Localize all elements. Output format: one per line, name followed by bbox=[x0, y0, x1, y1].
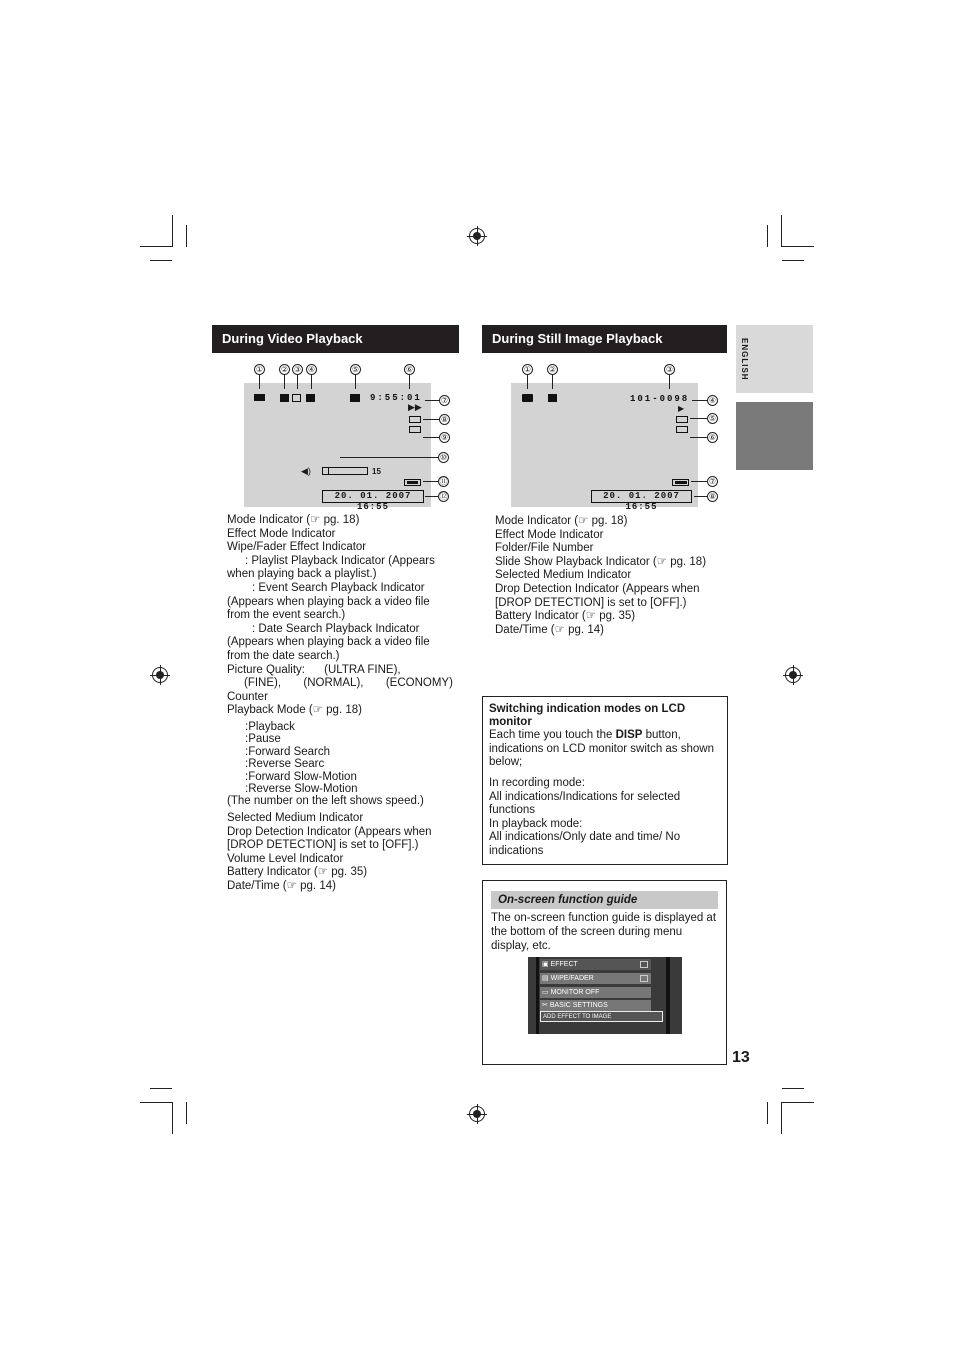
description-line: Drop Detection Indicator (Appears when bbox=[227, 825, 432, 838]
menu-label: EFFECT bbox=[550, 961, 578, 968]
callout-4: ④ bbox=[708, 396, 717, 405]
callout-2: ② bbox=[280, 365, 289, 374]
switching-title: Switching indication modes on LCD monitor bbox=[489, 703, 686, 728]
leader-line bbox=[692, 400, 707, 401]
playback-label: In playback mode: bbox=[489, 817, 583, 830]
menu-label: MONITOR OFF bbox=[550, 989, 600, 996]
chapter-tab bbox=[736, 402, 813, 470]
menu-edge bbox=[666, 957, 670, 1034]
description-line: Picture Quality: (ULTRA FINE), bbox=[227, 663, 401, 676]
leader-line bbox=[690, 418, 707, 419]
recording-value: All indications/Indications for selected functions bbox=[489, 790, 681, 817]
description-line: when playing back a playlist.) bbox=[227, 568, 377, 581]
playback-mode-list bbox=[245, 721, 445, 795]
description-line: Battery Indicator (☞ pg. 35) bbox=[227, 866, 368, 879]
page-number: 13 bbox=[732, 1049, 750, 1066]
menu-screen bbox=[528, 957, 682, 1034]
list-item: :Pause bbox=[245, 733, 281, 746]
description-line: Battery Indicator (☞ pg. 35) bbox=[495, 610, 636, 623]
callout-6: ⑥ bbox=[708, 433, 717, 442]
switching-modes bbox=[489, 777, 717, 859]
crop-mark bbox=[172, 215, 173, 247]
crop-mark bbox=[186, 1102, 187, 1124]
description-line: Selected Medium Indicator bbox=[495, 569, 632, 582]
speed-note: (The number on the left shows speed.) bbox=[227, 795, 424, 807]
menu-item bbox=[540, 987, 651, 998]
volume-icon: ◀) bbox=[301, 466, 311, 476]
battery-icon bbox=[404, 479, 421, 486]
recording-label: In recording mode: bbox=[489, 777, 585, 789]
callout-8: ⑧ bbox=[708, 492, 717, 501]
description-line: Mode Indicator (☞ pg. 18) bbox=[227, 514, 360, 526]
function-guide-box bbox=[482, 880, 727, 1065]
drop-detection-icon bbox=[676, 426, 688, 433]
leader-line bbox=[423, 437, 439, 438]
callout-3: ③ bbox=[665, 365, 674, 374]
callout-2: ② bbox=[548, 365, 557, 374]
leader-line bbox=[340, 457, 438, 458]
crop-mark bbox=[782, 246, 814, 247]
forward-search-icon: ▶▶ bbox=[408, 402, 422, 412]
date-time-display: 20. 01. 2007 16:55 bbox=[591, 490, 692, 503]
leader-line bbox=[552, 375, 553, 389]
menu-edge bbox=[536, 957, 539, 1034]
video-section-title: During Video Playback bbox=[212, 325, 459, 353]
still-indicator-descriptions bbox=[495, 515, 727, 637]
wipe-fader-icon bbox=[292, 394, 301, 402]
description-line: Folder/File Number bbox=[495, 542, 594, 555]
description-line: Selected Medium Indicator bbox=[227, 812, 364, 824]
monitor-off-icon: ▭ bbox=[542, 989, 551, 996]
leader-line bbox=[527, 375, 528, 389]
switching-text: button, indications on LCD monitor switch as shown below; bbox=[489, 729, 714, 769]
settings-icon bbox=[640, 975, 648, 982]
description-line: Wipe/Fader Effect Indicator bbox=[227, 541, 367, 554]
description-line: Drop Detection Indicator (Appears when bbox=[495, 582, 700, 595]
wipe-fader-menu-icon: ▤ bbox=[542, 975, 551, 982]
switching-indication-box bbox=[482, 696, 728, 865]
description-line: Effect Mode Indicator bbox=[495, 528, 604, 541]
still-section-title: During Still Image Playback bbox=[482, 325, 727, 353]
leader-line bbox=[694, 496, 707, 497]
list-item: :Reverse Slow-Motion bbox=[245, 783, 358, 796]
callout-3: ③ bbox=[293, 365, 302, 374]
disp-button-label: DISP bbox=[615, 729, 643, 741]
callout-5: ⑤ bbox=[708, 414, 717, 423]
callout-7: ⑦ bbox=[440, 396, 449, 405]
crop-mark bbox=[782, 260, 804, 261]
effect-menu-icon: ▣ bbox=[542, 961, 551, 968]
callout-5: ⑤ bbox=[351, 365, 360, 374]
description-line: [DROP DETECTION] is set to [OFF].) bbox=[495, 596, 687, 609]
callout-11: ⑪ bbox=[439, 477, 448, 486]
crop-mark bbox=[172, 1102, 173, 1134]
playback-value: All indications/Only date and time/ No indications bbox=[489, 831, 681, 857]
volume-level-bar bbox=[322, 467, 368, 475]
callout-1: ① bbox=[255, 365, 264, 374]
effect-icon bbox=[548, 394, 557, 402]
description-line: Date/Time (☞ pg. 14) bbox=[227, 879, 336, 892]
crop-mark bbox=[781, 215, 782, 247]
guide-bar: ADD EFFECT TO IMAGE bbox=[540, 1011, 663, 1022]
list-item: :Playback bbox=[245, 721, 295, 733]
video-indicator-descriptions bbox=[227, 514, 463, 718]
leader-line bbox=[691, 481, 707, 482]
guide-body: The on-screen function guide is displayed at the bottom of the screen during menu display, etc. bbox=[491, 912, 717, 952]
crop-mark bbox=[150, 260, 172, 261]
callout-4: ④ bbox=[307, 365, 316, 374]
leader-line bbox=[311, 375, 312, 389]
menu-item bbox=[540, 959, 651, 970]
description-line: Slide Show Playback Indicator (☞ pg. 18) bbox=[495, 555, 707, 568]
leader-line bbox=[259, 375, 260, 389]
leader-line bbox=[425, 496, 438, 497]
battery-icon bbox=[672, 479, 689, 486]
list-item: :Forward Slow-Motion bbox=[245, 770, 357, 783]
leader-line bbox=[355, 375, 356, 389]
effect-icon bbox=[280, 394, 289, 402]
leader-line bbox=[409, 375, 410, 389]
description-line: Counter bbox=[227, 690, 268, 703]
description-line: Mode Indicator (☞ pg. 18) bbox=[495, 515, 628, 527]
video-indicator-descriptions-2 bbox=[227, 812, 463, 894]
crop-mark bbox=[767, 1102, 768, 1124]
crop-mark bbox=[782, 1102, 814, 1103]
leader-line bbox=[423, 419, 439, 420]
switching-body bbox=[489, 729, 717, 770]
crop-mark bbox=[140, 246, 172, 247]
crop-mark bbox=[767, 225, 768, 247]
crop-mark bbox=[781, 1102, 782, 1134]
crop-mark bbox=[150, 1088, 172, 1089]
leader-line bbox=[425, 400, 439, 401]
description-line: (FINE), (NORMAL), (ECONOMY) bbox=[244, 677, 453, 690]
picture-quality-icon bbox=[350, 394, 360, 402]
description-line: Date/Time (☞ pg. 14) bbox=[495, 623, 604, 636]
camera-icon bbox=[522, 394, 533, 402]
counter-display: 9:55:01 bbox=[370, 393, 422, 403]
callout-6: ⑥ bbox=[405, 365, 414, 374]
file-number-display: 101-0098 bbox=[630, 394, 690, 404]
callout-1: ① bbox=[523, 365, 532, 374]
description-line: : Playlist Playback Indicator (Appears bbox=[245, 554, 435, 567]
guide-title: On-screen function guide bbox=[491, 891, 718, 909]
description-line: Playback Mode (☞ pg. 18) bbox=[227, 704, 362, 717]
description-line: Volume Level Indicator bbox=[227, 852, 344, 865]
volume-value: 15 bbox=[372, 467, 381, 476]
leader-line bbox=[284, 375, 285, 389]
crop-mark bbox=[140, 1102, 172, 1103]
list-item: :Reverse Searc bbox=[245, 758, 325, 771]
leader-line bbox=[669, 375, 670, 389]
registration-mark-icon bbox=[152, 667, 168, 683]
menu-label: WIPE/FADER bbox=[550, 975, 594, 982]
callout-10: ⑩ bbox=[439, 453, 448, 462]
leader-line bbox=[297, 375, 298, 389]
description-line: (Appears when playing back a video file bbox=[227, 636, 430, 649]
list-item: :Forward Search bbox=[245, 745, 331, 758]
registration-mark-icon bbox=[469, 1106, 485, 1122]
menu-item bbox=[540, 1000, 651, 1011]
crop-mark bbox=[186, 225, 187, 247]
description-line: from the date search.) bbox=[227, 649, 340, 662]
playlist-icon bbox=[306, 394, 315, 402]
slideshow-icon: ▶ bbox=[678, 404, 685, 413]
video-camera-icon bbox=[254, 394, 265, 401]
callout-7: ⑦ bbox=[708, 477, 717, 486]
switching-text: Each time you touch the bbox=[489, 729, 616, 741]
date-time-display: 20. 01. 2007 16:55 bbox=[322, 490, 424, 503]
description-line: [DROP DETECTION] is set to [OFF].) bbox=[227, 839, 419, 852]
drop-detection-icon bbox=[409, 426, 421, 433]
callout-9: ⑨ bbox=[440, 433, 449, 442]
menu-label: BASIC SETTINGS bbox=[549, 1002, 608, 1009]
callout-8: ⑧ bbox=[440, 415, 449, 424]
menu-item bbox=[540, 973, 651, 984]
registration-mark-icon bbox=[469, 228, 485, 244]
description-line: : Event Search Playback Indicator bbox=[252, 581, 425, 594]
language-label: ENGLISH bbox=[740, 338, 749, 381]
description-line: (Appears when playing back a video file bbox=[227, 595, 430, 608]
leader-line bbox=[690, 437, 707, 438]
leader-line bbox=[423, 481, 438, 482]
hdd-icon bbox=[409, 416, 421, 423]
description-line: from the event search.) bbox=[227, 609, 346, 622]
hdd-icon bbox=[676, 416, 688, 423]
callout-12: ⑫ bbox=[439, 492, 448, 501]
settings-icon bbox=[640, 961, 648, 968]
crop-mark bbox=[782, 1088, 804, 1089]
description-line: Effect Mode Indicator bbox=[227, 527, 336, 540]
basic-settings-icon: ✂ bbox=[542, 1002, 550, 1009]
description-line: : Date Search Playback Indicator bbox=[252, 622, 420, 635]
registration-mark-icon bbox=[785, 667, 801, 683]
